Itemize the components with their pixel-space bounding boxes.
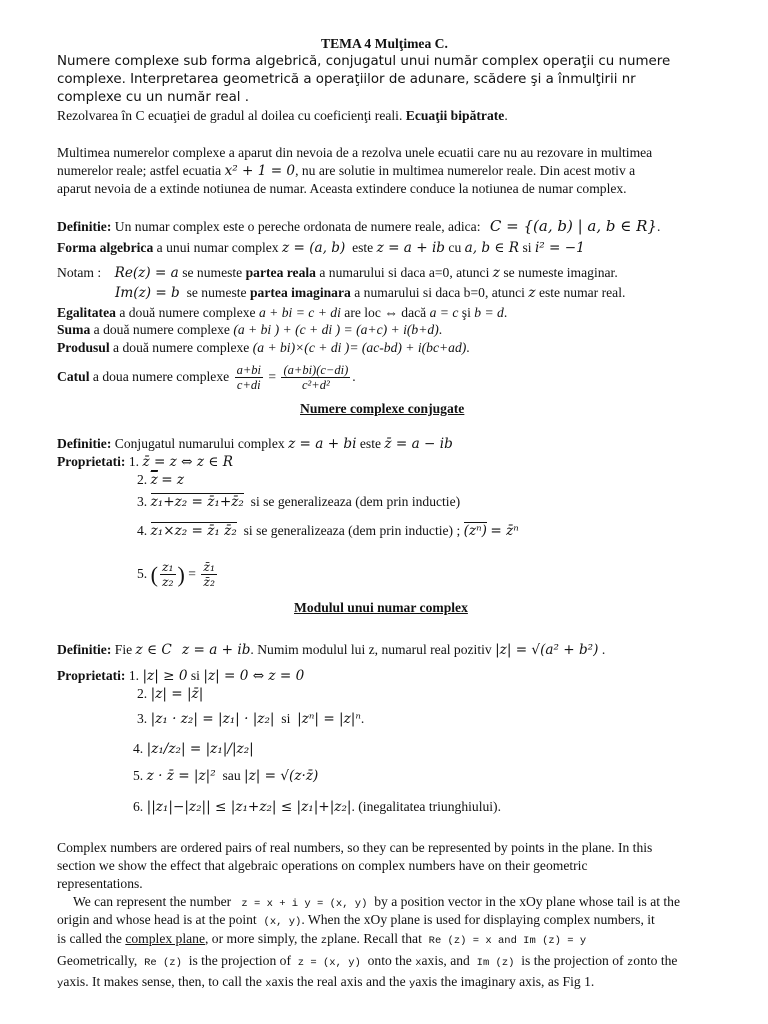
code-formula: z = (x, y) (297, 957, 361, 969)
text: . (438, 322, 443, 337)
text: onto the (367, 953, 412, 968)
paren-icon: ) (177, 561, 185, 587)
property-line (57, 454, 233, 470)
formula: z = a + ib (376, 240, 445, 256)
formula: ||z₁|−|z₂|| ≤ |z₁+z₂| ≤ |z₁|+|z₂| (146, 799, 352, 815)
fraction (160, 560, 176, 589)
text: axis the real axis and the (271, 974, 406, 989)
text: . Numim modulul lui z, numarul real pozitiv (250, 642, 492, 657)
item-number: 5. (133, 768, 144, 783)
formula: z ∈ C (135, 642, 172, 658)
text: = (268, 369, 277, 384)
formula: (a + bi ) + (c + di ) = (a+c) + i(b+d) (233, 322, 439, 337)
text: a două numere complexe (113, 340, 250, 355)
formula: |z₁/z₂| = |z₁|/|z₂| (146, 741, 254, 757)
quotient-line (57, 362, 356, 392)
text: se numeste imaginar. (503, 265, 618, 280)
text: Geometrically, (57, 953, 138, 968)
formula: z · z̄ = |z|² (146, 768, 216, 784)
formula: (zⁿ) (463, 523, 487, 539)
item-number: 1. (128, 454, 140, 469)
text: se numeste (186, 285, 247, 300)
algebraic-form-line (57, 240, 585, 256)
text: by a position vector in the xOy plane whose tail is at the (374, 894, 681, 909)
text: axis, and (421, 953, 470, 968)
bold-term: Suma (57, 322, 91, 337)
item-number: 4. (133, 741, 144, 756)
text: . (466, 340, 470, 355)
paragraph-line (57, 912, 655, 930)
formula: Re(z) = a (114, 265, 179, 281)
definition-formula: C = {(a, b) | a, b ∈ R} (489, 217, 657, 235)
text: . (656, 219, 661, 234)
item-number: 5. (137, 566, 148, 581)
formula: z = (a, b) (282, 240, 346, 256)
formula: z = a + ib (182, 642, 251, 658)
text: este (352, 240, 374, 255)
paragraph-line (73, 894, 680, 912)
intro-line: Numere complexe sub forma algebrică, conjugatul unui număr complex operaţii cu numere (57, 54, 671, 69)
intro-line: complexe. Interpretarea geometrică a operaţiilor de adunare, scădere şi a înmulţirii nr (57, 72, 636, 87)
definition-label: Definitie: (57, 219, 112, 234)
formula: $\overline{z}$ (150, 472, 158, 488)
text: este numar real. (538, 285, 626, 300)
equation: x² + 1 = 0 (224, 163, 296, 179)
text: is the projection of (521, 953, 624, 968)
intro-line (57, 108, 508, 124)
text: si (190, 668, 200, 683)
formula: |z| = |z̄| (150, 686, 204, 702)
code-formula: x (265, 978, 272, 990)
underlined-term: complex plane (125, 931, 205, 946)
denominator: c²+d² (301, 378, 330, 393)
property-line (137, 472, 184, 488)
code-formula: Im (z) (476, 957, 515, 969)
formula: Im(z) = b (115, 285, 180, 301)
bold-term: partea reala (245, 265, 316, 280)
product-line (57, 340, 470, 356)
denominator: z̄₂ (203, 574, 215, 590)
item-number: 1. (128, 668, 140, 683)
code-formula: z (320, 935, 328, 947)
code-formula: Re (z) (144, 957, 182, 969)
formula: |z₁ · z₂| = |z₁| · |z₂| (150, 711, 275, 727)
property-line (137, 711, 364, 727)
formula: z (528, 285, 536, 301)
intro-text: Rezolvarea în C ecuaţiei de gradul al doilea cu coeficienţi reali. (57, 108, 403, 123)
text: este (359, 436, 382, 451)
code-formula: y (57, 978, 64, 990)
text: a două numere complexe (119, 305, 256, 320)
numerator: (a+bi)(c−di) (283, 363, 349, 378)
text: a doua numere complexe (92, 369, 230, 384)
text: cu (448, 240, 462, 255)
formula: z̄ = z ⇔ z ∈ R (142, 454, 233, 470)
text: şi (461, 305, 471, 320)
code-formula: z = x + i y = (x, y) (241, 898, 368, 910)
code-formula: y (409, 978, 416, 990)
text: is called the (57, 931, 122, 946)
item-number: 6. (133, 799, 144, 814)
paragraph-line: aparut nevoia de a extinde notiunea de numar. Aceasta extindere conduce la notiunea de numar complex. (57, 181, 627, 196)
text: se numeste (182, 265, 243, 280)
section-heading: Numere complexe conjugate (300, 401, 465, 416)
text: a numarului si daca a=0, atunci (319, 265, 490, 280)
formula: a = c (429, 305, 459, 320)
text: onto the (633, 953, 678, 968)
equality-line (57, 305, 507, 321)
paragraph-line: Complex numbers are ordered pairs of real numbers, so they can be represented by points in the plane. In this (57, 840, 653, 855)
definition-text: Un numar complex este o pereche ordonata de numere reale, adica: (114, 219, 481, 234)
text: a unui numar complex (156, 240, 279, 255)
text: . (601, 642, 606, 657)
text: si (522, 240, 532, 255)
page-title: TEMA 4 Mulţimea C. (321, 36, 448, 51)
formula: z (492, 265, 500, 281)
item-number: 4. (137, 523, 148, 538)
text: . (503, 305, 508, 320)
text: , nu are solutie in multimea numerelor reale. Din acest motiv a (295, 163, 636, 178)
text: si se generalizeaza (dem prin inductie) ; (243, 523, 461, 538)
text: . (352, 369, 356, 384)
text: si se generalizeaza (dem prin inductie) (250, 494, 461, 509)
paragraph-line: Multimea numerelor complexe a aparut din nevoia de a rezolva unele ecuatii care nu au rezovare in multimea (57, 145, 653, 160)
property-line (137, 494, 460, 510)
paragraph-line: representations. (57, 876, 143, 891)
bold-term: Egalitatea (57, 305, 116, 320)
numerator: z̄₁ (203, 559, 215, 575)
item-number: 3. (137, 711, 148, 726)
bold-term: partea imaginara (250, 285, 351, 300)
formula: z̄ = a − ib (384, 436, 453, 452)
denominator: z₂ (161, 574, 174, 590)
formula: |zⁿ| = |z|ⁿ (297, 711, 361, 727)
item-number: 2. (137, 472, 148, 487)
text: Notam : (57, 265, 102, 280)
text: . When the xOy plane is used for displaying complex numbers, it (301, 912, 655, 927)
text: plane. Recall that (327, 931, 422, 946)
code-formula: z (626, 957, 634, 969)
algebraic-label: Forma algebrica (57, 240, 154, 255)
formula: z₁×z₂ = z̄₁ z̄₂ (150, 523, 237, 539)
text: is the projection of (188, 953, 291, 968)
paragraph-line (57, 974, 594, 992)
intro-end: . (504, 108, 508, 123)
text: sau (222, 768, 241, 783)
bold-term: Catul (57, 369, 90, 384)
text: axis. It makes sense, then, to call the (63, 974, 262, 989)
denominator: c+di (236, 378, 261, 393)
text: si (281, 711, 291, 726)
property-line (137, 686, 203, 702)
text: axis the imaginary axis, as Fig 1. (415, 974, 595, 989)
property-line (137, 523, 519, 539)
formula: |z| ≥ 0 (142, 668, 188, 684)
paragraph-line (57, 953, 677, 971)
formula: = z̄ⁿ (490, 523, 519, 539)
text: . (inegalitatea triunghiului). (351, 799, 501, 814)
property-line (137, 556, 219, 593)
item-number: 2. (137, 686, 148, 701)
intro-line: complexe cu un număr real . (57, 90, 250, 105)
text: Conjugatul numarului complex (114, 436, 285, 451)
fraction (235, 363, 263, 392)
bold-term: Produsul (57, 340, 110, 355)
sum-line (57, 322, 442, 338)
text: . (360, 711, 365, 726)
text: are loc ⇔ dacă (344, 305, 427, 320)
definition-label: Definitie: (57, 642, 112, 657)
formula: = z (161, 472, 185, 488)
formula: a + bi = c + di (258, 305, 341, 320)
formula: |z| = √(z·z̄) (244, 768, 319, 784)
definition-line (57, 642, 605, 658)
paragraph-line: section we show the effect that algebraic operations on complex numbers have on their geometric (57, 858, 588, 873)
formula: z = a + bi (288, 436, 357, 452)
numerator: z₁ (161, 559, 174, 575)
item-number: 3. (137, 494, 148, 509)
code-formula: x (415, 957, 422, 969)
paragraph-line (57, 931, 586, 949)
formula: |z| = 0 ⇔ z = 0 (203, 668, 305, 684)
formula: b = d (474, 305, 504, 320)
section-heading: Modulul unui numar complex (294, 600, 468, 615)
formula: (a + bi)×(c + di )= (ac-bd) + i(bc+ad) (252, 340, 467, 355)
fraction (281, 363, 350, 392)
code-formula: Re (z) = x and Im (z) = y (428, 935, 587, 947)
numerator: a+bi (236, 363, 261, 378)
property-line (133, 768, 318, 784)
property-line (57, 668, 304, 684)
properties-label: Proprietati: (57, 668, 126, 683)
paren-icon: ( (150, 561, 158, 587)
notation-line (57, 265, 618, 281)
definition-line (57, 218, 660, 235)
text: Fie (114, 642, 133, 657)
formula: z₁+z₂ = z̄₁+z̄₂ (150, 494, 244, 510)
notation-line (115, 285, 625, 301)
text: a două numere complexe (93, 322, 230, 337)
definition-label: Definitie: (57, 436, 112, 451)
text: = (188, 566, 196, 581)
paragraph-line (57, 163, 635, 179)
text: , or more simply, the (205, 931, 318, 946)
formula: |z| = √(a² + b²) (495, 642, 599, 658)
text: numerelor reale; astfel ecuatia (57, 163, 222, 178)
property-line (133, 741, 254, 757)
formula: a, b ∈ R (464, 240, 520, 256)
text: We can represent the number (73, 894, 232, 909)
formula: i² = −1 (534, 240, 585, 256)
fraction (201, 560, 217, 589)
property-line (133, 799, 501, 815)
text: origin and whose head is at the point (57, 912, 257, 927)
text: a numarului si daca b=0, atunci (354, 285, 525, 300)
properties-label: Proprietati: (57, 454, 126, 469)
definition-line (57, 436, 453, 452)
intro-bold: Ecuaţii bipătrate (405, 108, 505, 123)
code-formula: (x, y) (263, 916, 302, 928)
